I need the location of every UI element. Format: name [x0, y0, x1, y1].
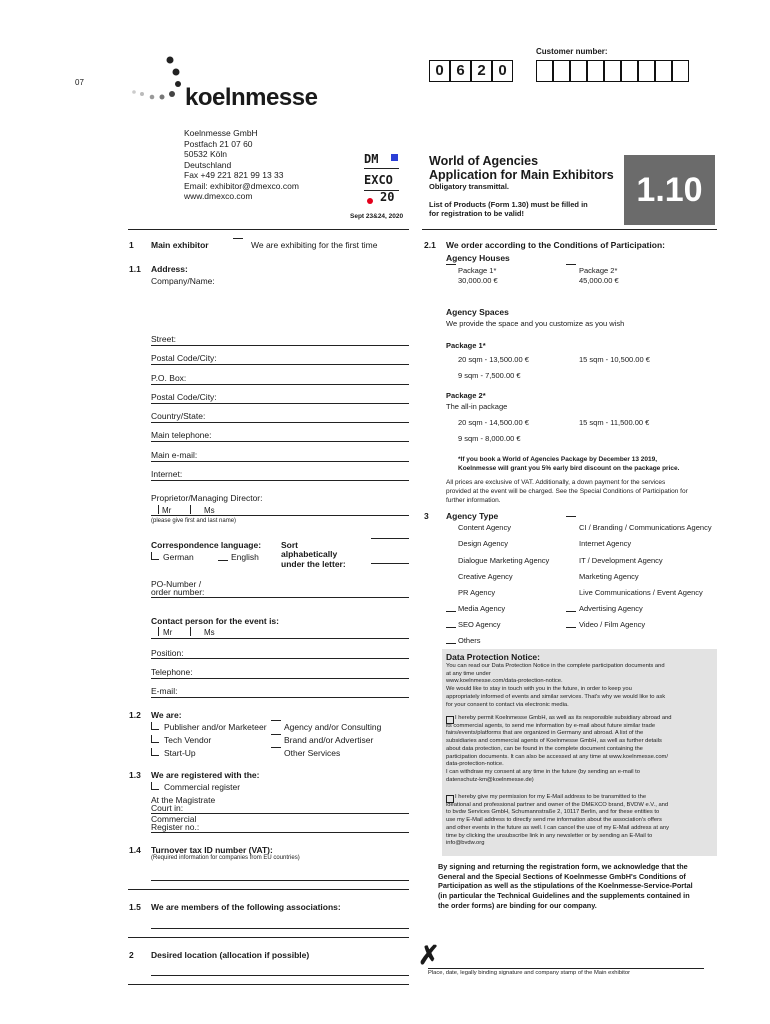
customer-digit[interactable]: 2: [471, 60, 492, 82]
spaces-p2-20sqm[interactable]: 20 sqm - 14,500.00 €: [458, 418, 529, 427]
magistrate-label: Court in:: [151, 803, 184, 813]
telephone-label: Telephone:: [151, 667, 193, 677]
commercial-register-checkbox[interactable]: [151, 782, 159, 790]
vat-info: All prices are exclusive of VAT. Additionally, a down payment for the services: [446, 479, 666, 486]
section-number: 1.2: [129, 710, 141, 720]
customer-box[interactable]: [604, 60, 621, 82]
proprietor-label: Proprietor/Managing Director:: [151, 493, 263, 503]
we-are-label: We are:: [151, 710, 182, 720]
section-number: 1: [129, 240, 134, 250]
agency-type-media[interactable]: Media Agency: [458, 604, 506, 613]
early-bird-note: *If you book a World of Agencies Package by December 13 2019,: [458, 456, 658, 463]
section-number: 2: [129, 950, 134, 960]
form-number-badge: 1.10: [624, 155, 715, 225]
agency-type-others[interactable]: Others: [458, 636, 481, 645]
tech-vendor-checkbox[interactable]: [151, 735, 159, 743]
mr-option[interactable]: Mr: [162, 506, 172, 515]
position-label: Position:: [151, 648, 184, 658]
spaces-p2-15sqm[interactable]: 15 sqm - 11,500.00 €: [579, 418, 650, 427]
contact-person-label: Contact person for the event is:: [151, 616, 279, 626]
desired-location-label: Desired location (allocation if possible): [151, 950, 310, 960]
spaces-package2-sub: The all-in package: [446, 402, 508, 411]
vat-info: further information.: [446, 497, 501, 504]
section-title-main-exhibitor: Main exhibitor: [151, 240, 209, 250]
customer-digit[interactable]: 6: [450, 60, 471, 82]
ms-option[interactable]: Ms: [204, 628, 215, 637]
startup-checkbox[interactable]: [151, 748, 159, 756]
customer-number-label: Customer number:: [536, 47, 608, 56]
address-label: Address:: [151, 264, 188, 274]
agency-type-pr[interactable]: PR Agency: [458, 588, 496, 597]
spaces-p1-9sqm[interactable]: 9 sqm - 7,500.00 €: [458, 371, 521, 380]
data-protection-intro: You can read our Data Protection Notice in the complete participation documents and at any time under www.koelnmesse.com/data-protection-notice. We would like to stay in touch with you in the future, in order to keep you appropriately informed of events and similar services. That's why we would like to ask for your consent to contact via electronic media.: [446, 663, 666, 708]
spaces-p1-20sqm[interactable]: 20 sqm - 13,500.00 €: [458, 355, 529, 364]
main-email-label: Main e-mail:: [151, 450, 198, 460]
customer-box[interactable]: [553, 60, 570, 82]
sort-label: alphabetically: [281, 549, 338, 559]
german-checkbox[interactable]: [151, 552, 159, 560]
po-number-label: order number:: [151, 587, 205, 597]
list-note: for registration to be valid!: [429, 209, 525, 218]
customer-box[interactable]: [638, 60, 655, 82]
brand-advertiser-label[interactable]: Brand and/or Advertiser: [284, 735, 374, 745]
early-bird-note: Koelnmesse will grant you 5% early bird discount on the package price.: [458, 465, 680, 472]
sort-label: under the letter:: [281, 559, 346, 569]
obligatory-note: Obligatory transmittal.: [429, 182, 510, 191]
registered-label: We are registered with the:: [151, 770, 260, 780]
dmexco-logo: DM EXCO 20: [364, 152, 412, 204]
bvdw-consent-text: I hereby give my permission for my E-Mail address to be transmitted to the ideational and professional partner and owner of the DMEXCO brand, BVDW e.V., and to bvdw Services GmbH, Schumannstraße 2, 10117 Berlin, and for these entities to use my E-Mail address to directly send me information about the association's offers and other events in the future as well. I can cancel the use of my E-Mail address at any time by clicking the unsubscribe link in any newsletter or by sending an E-Mail to info@bvdw.org: [446, 794, 669, 847]
customer-box[interactable]: [621, 60, 638, 82]
street-label: Street:: [151, 334, 177, 344]
data-protection-box: [442, 649, 717, 856]
customer-box[interactable]: [570, 60, 587, 82]
tech-vendor-label: Tech Vendor: [164, 735, 212, 745]
associations-label: We are members of the following associations:: [151, 902, 341, 912]
red-dot-icon: [367, 198, 373, 204]
section-number: 3: [424, 511, 429, 521]
customer-box[interactable]: [536, 60, 553, 82]
startup-label: Start-Up: [164, 748, 196, 758]
spaces-package1-heading: Package 1*: [446, 341, 486, 350]
data-protection-title: Data Protection Notice:: [446, 652, 540, 662]
koelnmesse-logo-icon: [128, 54, 188, 106]
po-box-label: P.O. Box:: [151, 373, 187, 383]
spaces-p2-9sqm[interactable]: 9 sqm - 8,000.00 €: [458, 434, 521, 443]
houses-package1-price: 30,000.00 €: [458, 276, 498, 285]
ms-option[interactable]: Ms: [204, 506, 215, 515]
postal-city-label: Postal Code/City:: [151, 392, 217, 402]
agency-spaces-heading: Agency Spaces: [446, 307, 509, 317]
agency-type-live-comm[interactable]: Live Communications / Event Agency: [579, 588, 703, 597]
spaces-description: We provide the space and you customize as you wish: [446, 319, 625, 328]
magistrate-label: At the Magistrate: [151, 795, 216, 805]
houses-package1[interactable]: Package 1*: [458, 266, 497, 275]
section-number: 1.4: [129, 845, 141, 855]
commercial-reg-label: Commercial: [151, 814, 197, 824]
form-title: World of Agencies: [429, 154, 539, 168]
customer-digit[interactable]: 0: [492, 60, 513, 82]
customer-box[interactable]: [587, 60, 604, 82]
list-note: List of Products (Form 1.30) must be filled in: [429, 200, 588, 209]
email-label: E-mail:: [151, 686, 178, 696]
country-label: Country/State:: [151, 411, 206, 421]
agency-type-design[interactable]: Design Agency: [458, 539, 509, 548]
sort-label: Sort: [281, 540, 298, 550]
spaces-p1-15sqm[interactable]: 15 sqm - 10,500.00 €: [579, 355, 650, 364]
please-give-note: (please give first and last name): [151, 518, 237, 524]
section-number: 1.5: [129, 902, 141, 912]
spaces-package2-heading: Package 2*: [446, 391, 486, 400]
agency-type-seo[interactable]: SEO Agency: [458, 620, 501, 629]
signature-note[interactable]: Place, date, legally binding signature and company stamp of the Main exhibitor: [428, 970, 631, 976]
customer-box[interactable]: [655, 60, 672, 82]
postal-city-label: Postal Code/City:: [151, 353, 217, 363]
agency-type-ci-branding[interactable]: CI / Branding / Communications Agency: [579, 523, 712, 532]
agency-type-internet[interactable]: Internet Agency: [579, 539, 632, 548]
agency-type-marketing[interactable]: Marketing Agency: [579, 572, 639, 581]
vat-info: provided at the event will be charged. See the Special Conditions of Participation for: [446, 488, 688, 495]
email-consent-text: I hereby permit Koelnmesse GmbH, as well as its responsible subsidiary abroad and its commercial agents, to send me information by e-mail about future similar trade fairs/events/platforms that are organized in Germany and abroad. A list of the subsidiaries and commercial agents of Koelnmesse GmbH, as well as further details about data protection, can be found in the complete document containing the participation documents. It can also be accessed at any time at www.koelnmesse.com/ data-protection-notice. I can withdraw my consent at any time in the future (by sending an e-mail to datenschutz-km@koelnmesse.de): [446, 715, 672, 783]
address-block: Koelnmesse GmbH Postfach 21 07 60 50532 Köln Deutschland Fax +49 221 821 99 13 33 Email: exhibitor@dmexco.com www.dmexco.com: [184, 128, 299, 201]
other-services-label[interactable]: Other Services: [284, 748, 341, 758]
signature-x-mark: ✗: [418, 940, 440, 970]
order-conditions-label: We order according to the Conditions of Participation:: [446, 240, 665, 250]
section-number: 1.3: [129, 770, 141, 780]
german-label: German: [163, 552, 194, 562]
event-date: Sept 23&24, 2020: [350, 213, 404, 220]
agency-type-it[interactable]: IT / Development Agency: [579, 556, 663, 565]
section-number: 2.1: [424, 240, 436, 250]
form-subtitle: Application for Main Exhibitors: [429, 168, 614, 182]
vat-note: (Required information for companies from EU countries): [151, 855, 300, 861]
first-time-label[interactable]: We are exhibiting for the first time: [251, 240, 378, 250]
main-telephone-label: Main telephone:: [151, 430, 212, 440]
signing-statement: By signing and returning the registration form, we acknowledge that the General and the Special Sections of Koelnmesse GmbH's Conditions of Participation as well as the stipulations of the Koelnmesse-Service-Portal (in particular the Technical Guidelines and the supplements contained in the order forms) are binding for our company.: [438, 862, 693, 910]
agency-type-creative[interactable]: Creative Agency: [458, 572, 513, 581]
agency-houses-heading: Agency Houses: [446, 253, 510, 263]
blue-square-icon: [391, 154, 398, 161]
vat-label: Turnover tax ID number (VAT):: [151, 845, 273, 855]
customer-box[interactable]: [672, 60, 689, 82]
agency-consulting-label[interactable]: Agency and/or Consulting: [284, 722, 382, 732]
mr-option[interactable]: Mr: [163, 628, 173, 637]
agency-type-advertising[interactable]: Advertising Agency: [579, 604, 643, 613]
correspondence-label: Correspondence language:: [151, 540, 262, 550]
houses-package2[interactable]: Package 2*: [579, 266, 618, 275]
agency-type-heading: Agency Type: [446, 511, 499, 521]
page-code: 07: [75, 78, 84, 87]
commercial-reg-label: Register no.:: [151, 822, 200, 832]
publisher-checkbox[interactable]: [151, 722, 159, 730]
publisher-label: Publisher and/or Marketeer: [164, 722, 267, 732]
english-label[interactable]: English: [231, 552, 259, 562]
agency-type-content[interactable]: Content Agency: [458, 523, 511, 532]
houses-package2-price: 45,000.00 €: [579, 276, 619, 285]
po-number-label: PO-Number /: [151, 579, 202, 589]
commercial-register-label: Commercial register: [164, 782, 241, 792]
agency-type-dialogue[interactable]: Dialogue Marketing Agency: [458, 556, 550, 565]
section-number: 1.1: [129, 264, 141, 274]
company-name-label: Company/Name:: [151, 276, 215, 286]
internet-label: Internet:: [151, 469, 183, 479]
customer-digit[interactable]: 0: [429, 60, 450, 82]
koelnmesse-logo-text: koelnmesse: [185, 84, 318, 111]
agency-type-video[interactable]: Video / Film Agency: [579, 620, 646, 629]
